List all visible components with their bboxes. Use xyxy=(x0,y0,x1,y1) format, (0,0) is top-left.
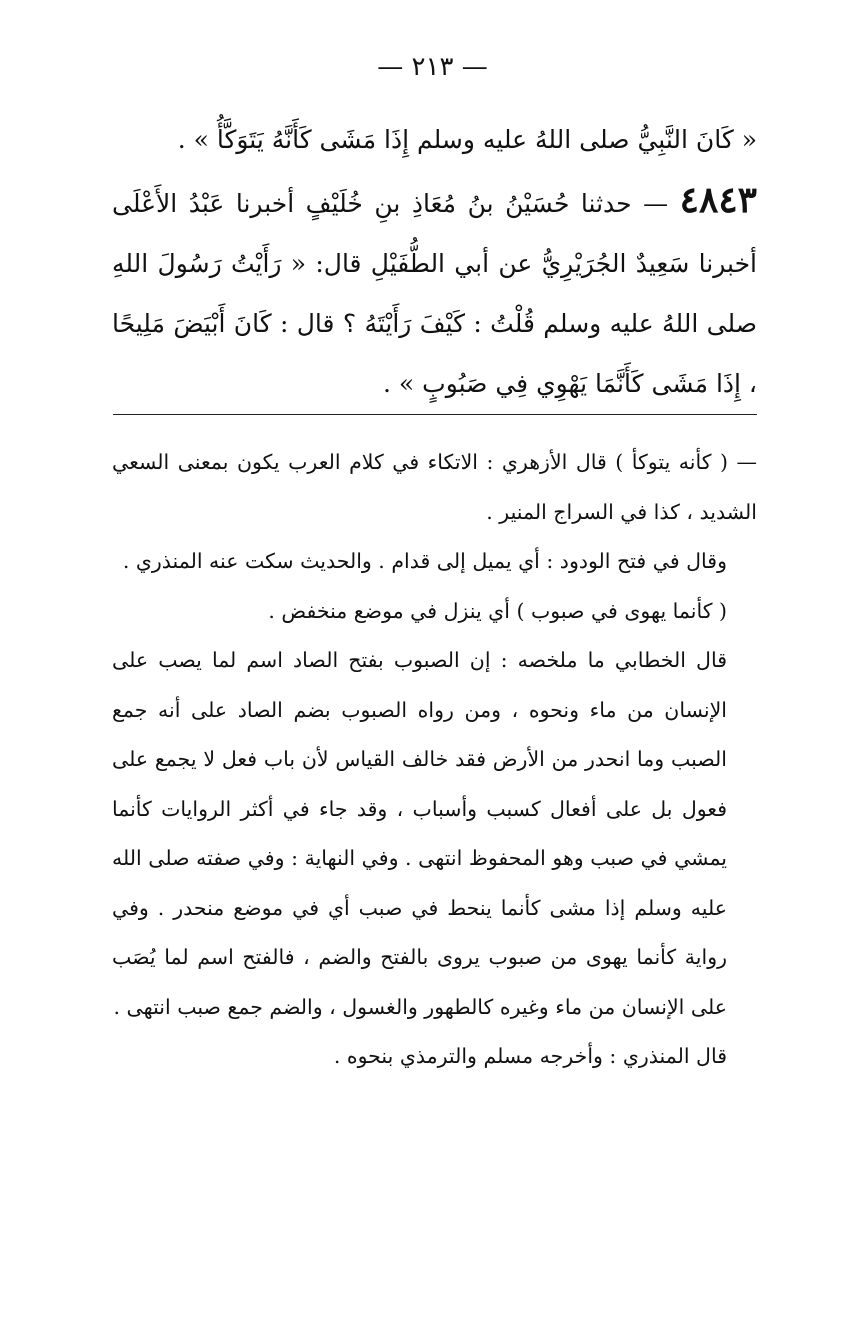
previous-hadith-ending: « كَانَ النَّبِيُّ صلى اللهُ عليه وسلم إِذَا مَشَى كَأَنَّهُ يَتَوَكَّأُ » . xyxy=(177,125,757,154)
hadith-number: ٤٨٤٣ xyxy=(679,179,757,221)
commentary-paragraph: — ( كأنه يتوكأ ) قال الأزهري : الاتكاء في كلام العرب يكون بمعنى السعي الشديد ، كذا في السراج المنير . xyxy=(112,450,757,524)
commentary-paragraph: قال الخطابي ما ملخصه : إن الصبوب بفتح الصاد اسم لما يصب على الإنسان من ماء ونحوه ، ومن رواه الصبوب بضم الصاد على أنه جمع الصبب وما انحدر من الأرض فقد خالف القياس لأن باب فعل لا يجمع على فعول بل على أفعال كسبب وأسباب ، وقد جاء في أكثر الروايات كأنما يمشي في صبب وهو المحفوظ انتهى . وفي النهاية : وفي صفته صلى الله عليه وسلم إذا مشى كأنما ينحط في صبب أي في موضع منحدر . وفي رواية كأنما يهوى من صبوب يروى بالفتح والضم ، فالفتح اسم لما يُصَب على الإنسان من ماء وغيره كالطهور والغسول ، والضم جمع صبب انتهى . xyxy=(112,648,727,1019)
commentary-paragraph: ( كأنما يهوى في صبوب ) أي ينزل في موضع منخفض . xyxy=(268,598,727,623)
commentary-paragraph: وقال في فتح الودود : أي يميل إلى قدام . والحديث سكت عنه المنذري . xyxy=(122,549,727,573)
hadith-body xyxy=(112,170,757,414)
hadith-section xyxy=(112,110,757,414)
commentary-paragraph: قال المنذري : وأخرجه مسلم والترمذي بنحوه . xyxy=(333,1044,727,1068)
page-number: — ٢١٣ — xyxy=(377,52,488,82)
commentary-section xyxy=(112,438,757,1082)
footnote-divider xyxy=(113,414,757,415)
hadith-text: — حدثنا حُسَيْنُ بنُ مُعَاذِ بنِ خُلَيْفٍ أخبرنا عَبْدُ الأَعْلَى أخبرنا سَعِيدٌ الجُرَيْرِيُّ عن أبي الطُّفَيْلِ قال: « رَأَيْتُ رَسُولَ اللهِ صلى اللهُ عليه وسلم قُلْتُ : كَيْفَ رَأَيْتَهُ ؟ قال : كَانَ أَبْيَضَ مَلِيحًا ، إِذَا مَشَى كَأَنَّمَا يَهْوِي فِي صَبُوبٍ » . xyxy=(112,189,757,398)
